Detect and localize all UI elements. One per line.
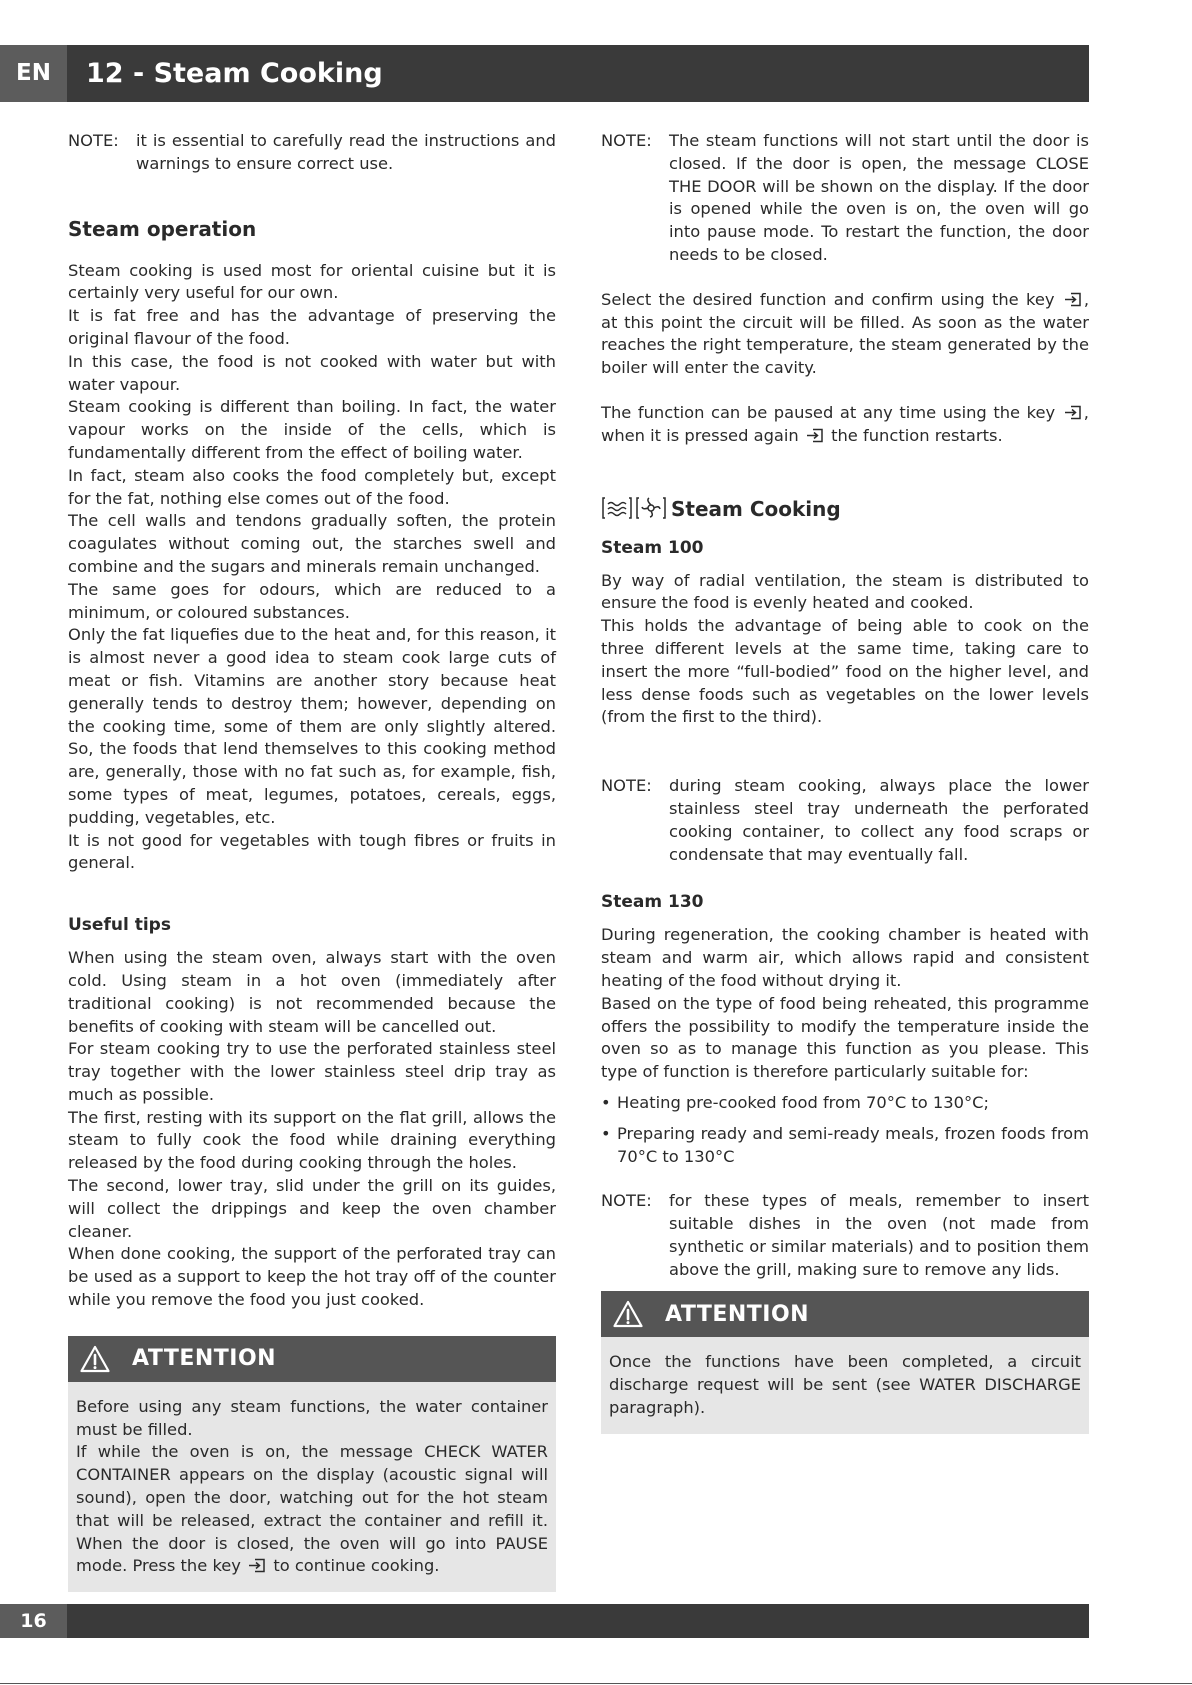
paragraph: Steam cooking is different than boiling. In fact, the water vapour works on the inside of the cells, which is fundamentally different from the effect of boiling water.: [68, 397, 556, 462]
right-column: [601, 130, 1089, 1434]
paragraph: When done cooking, the support of the perforated tray can be used as a support to keep the hot tray off of the counter while you remove the food you just cooked.: [68, 1244, 556, 1310]
note-label: NOTE:: [601, 776, 652, 796]
paragraph: Based on the type of food being reheated, this programme offers the possibility to modify the temperature inside the oven so as to manage this function as you please. This type of function is therefore particularly suitable for:: [601, 993, 1089, 1082]
warning-triangle-icon: [80, 1345, 110, 1373]
paragraph: During regeneration, the cooking chamber is heated with steam and warm air, which allows rapid and consistent heating of the food without drying it.: [601, 925, 1089, 990]
page-title: 12 - Steam Cooking: [86, 58, 383, 89]
section-heading-steam-100: Steam 100: [601, 537, 704, 558]
paragraph: This holds the advantage of being able to cook on the three different levels at the same time, taking care to insert the more “full-bodied” food on the higher level, and less dense foods such as vegetables on the lower levels (from the first to the third).: [601, 616, 1089, 727]
steam-100-body: [601, 570, 1089, 730]
confirm-key-icon: [1064, 405, 1082, 420]
paragraph: For steam cooking try to use the perforated stainless steel tray together with the lower stainless steel drip tray as much as possible.: [68, 1039, 556, 1104]
confirm-key-icon: [248, 1558, 266, 1573]
section-heading-steam-operation: Steam operation: [68, 216, 257, 241]
text-span: , when it is pressed again: [601, 402, 1089, 445]
section-heading-steam-cooking: [601, 496, 1089, 522]
useful-tips-body: [68, 947, 556, 1312]
note-text: for these types of meals, remember to insert suitable dishes in the oven (not made from synthetic or similar materials) and to position them above the grill, making sure to remove any lids.: [669, 1191, 1089, 1279]
text-span: Select the desired function and confirm using the key: [601, 289, 1055, 309]
page-number: 16: [0, 1604, 67, 1638]
paragraph: It is fat free and has the advantage of preserving the original flavour of the food.: [68, 306, 556, 348]
steam-function-icons: [601, 496, 667, 520]
note-text: The steam functions will not start until the door is closed. If the door is open, the message CLOSE THE DOOR will be shown on the display. If the door is opened while the oven is on, the oven will go into pause mode. To restart the function, the door needs to be closed.: [669, 131, 1089, 264]
section-heading-useful-tips: Useful tips: [68, 915, 171, 936]
steam-130-icon: [635, 496, 667, 520]
attention-box-discharge: [601, 1291, 1089, 1433]
text-span: , at this point the circuit will be filled. As soon as the water reaches the right temperature, the steam generated by the boiler will enter the cavity.: [601, 289, 1089, 378]
confirm-key-icon: [806, 428, 824, 443]
left-column: [68, 130, 556, 1592]
attention-header: [68, 1336, 556, 1382]
attention-body: [68, 1382, 556, 1592]
text-span: to continue cooking.: [273, 1556, 440, 1576]
bottom-rule: [0, 1683, 1192, 1684]
note-door-closed: [601, 130, 1089, 267]
warning-triangle-icon: [613, 1300, 643, 1328]
attention-box-water-container: [68, 1336, 556, 1592]
paragraph: Only the fat liquefies due to the heat and, for this reason, it is almost never a good idea to steam cook large cuts of meat or fish. Vitamins are another story because heat generally tends to destroy them; however, depending on the cooking time, some of them are only slightly altered. So, the foods that lend themselves to this cooking method are, generally, those with no fat such as, for example, fish, some types of meat, legumes, potatoes, cereals, eggs, pudding, vegetables, etc.: [68, 625, 556, 827]
section-heading-steam-130: Steam 130: [601, 892, 704, 913]
page-header: [0, 45, 1089, 102]
bullet-text: Heating pre-cooked food from 70°C to 130°C;: [617, 1092, 990, 1112]
paragraph: Once the functions have been completed, a circuit discharge request will be sent (see WATER DISCHARGE paragraph).: [609, 1352, 1081, 1418]
paragraph-pause-function: [601, 402, 1089, 448]
attention-label: ATTENTION: [132, 1346, 277, 1372]
note-suitable-dishes: [601, 1190, 1089, 1281]
text-span: If while the oven is on, the message CHECK WATER CONTAINER appears on the display (acoustic signal will sound), open the door, watching out for the hot steam that will be released, extract the container and refill it. When the door is closed, the oven will go into PAUSE mode. Press the key: [76, 1442, 548, 1576]
note-label: NOTE:: [601, 1191, 652, 1211]
note-lower-tray: [601, 775, 1089, 866]
paragraph: By way of radial ventilation, the steam is distributed to ensure the food is evenly heated and cooked.: [601, 570, 1089, 613]
paragraph: In fact, steam also cooks the food completely but, except for the fat, nothing else comes out of the food.: [68, 465, 556, 508]
paragraph: The cell walls and tendons gradually soften, the protein coagulates without coming out, the starches swell and combine and the sugars and minerals remain unchanged.: [68, 511, 556, 576]
attention-label: ATTENTION: [665, 1301, 810, 1327]
note-label: NOTE:: [68, 131, 119, 150]
note-text: it is essential to carefully read the instructions and warnings to ensure correct use.: [136, 131, 556, 173]
paragraph: When using the steam oven, always start with the oven cold. Using steam in a hot oven (immediately after traditional cooking) is not recommended because the benefits of cooking with steam will be cancelled out.: [68, 948, 556, 1036]
attention-header: [601, 1291, 1089, 1337]
attention-body: [601, 1337, 1089, 1433]
paragraph: The second, lower tray, slid under the grill on its guides, will collect the drippings and keep the oven chamber cleaner.: [68, 1176, 556, 1241]
language-badge: EN: [0, 45, 67, 102]
paragraph: The same goes for odours, which are reduced to a minimum, or coloured substances.: [68, 579, 556, 622]
paragraph-select-function: [601, 289, 1089, 380]
text-span: the function restarts.: [831, 425, 1003, 445]
note-label: NOTE:: [601, 131, 652, 150]
confirm-key-icon: [1064, 292, 1082, 307]
note-read-instructions: [68, 130, 556, 176]
paragraph: Steam cooking is used most for oriental cuisine but it is certainly very useful for our own.: [68, 260, 556, 303]
paragraph: The first, resting with its support on the flat grill, allows the steam to fully cook the food while draining everything released by the food during cooking through the holes.: [68, 1107, 556, 1173]
paragraph: [76, 1441, 548, 1578]
text-span: The function can be paused at any time using the key: [601, 402, 1056, 422]
steam-operation-body: [68, 260, 556, 876]
steam-130-body: [601, 924, 1089, 1168]
heading-text: Steam Cooking: [671, 496, 841, 521]
page-footer: [0, 1604, 1089, 1638]
bullet-text: Preparing ready and semi-ready meals, frozen foods from 70°C to 130°C: [617, 1123, 1089, 1166]
bullet-item: • Preparing ready and semi-ready meals, frozen foods from 70°C to 130°C: [601, 1123, 1089, 1169]
steam-100-icon: [601, 496, 633, 520]
paragraph: It is not good for vegetables with tough fibres or fruits in general.: [68, 830, 556, 873]
note-text: during steam cooking, always place the lower stainless steel tray underneath the perforated cooking container, to collect any food scraps or condensate that may eventually fall.: [669, 776, 1089, 864]
bullet-item: • Heating pre-cooked food from 70°C to 130°C;: [601, 1092, 1089, 1115]
paragraph: In this case, the food is not cooked with water but with water vapour.: [68, 351, 556, 394]
paragraph: Before using any steam functions, the water container must be filled.: [76, 1396, 548, 1439]
